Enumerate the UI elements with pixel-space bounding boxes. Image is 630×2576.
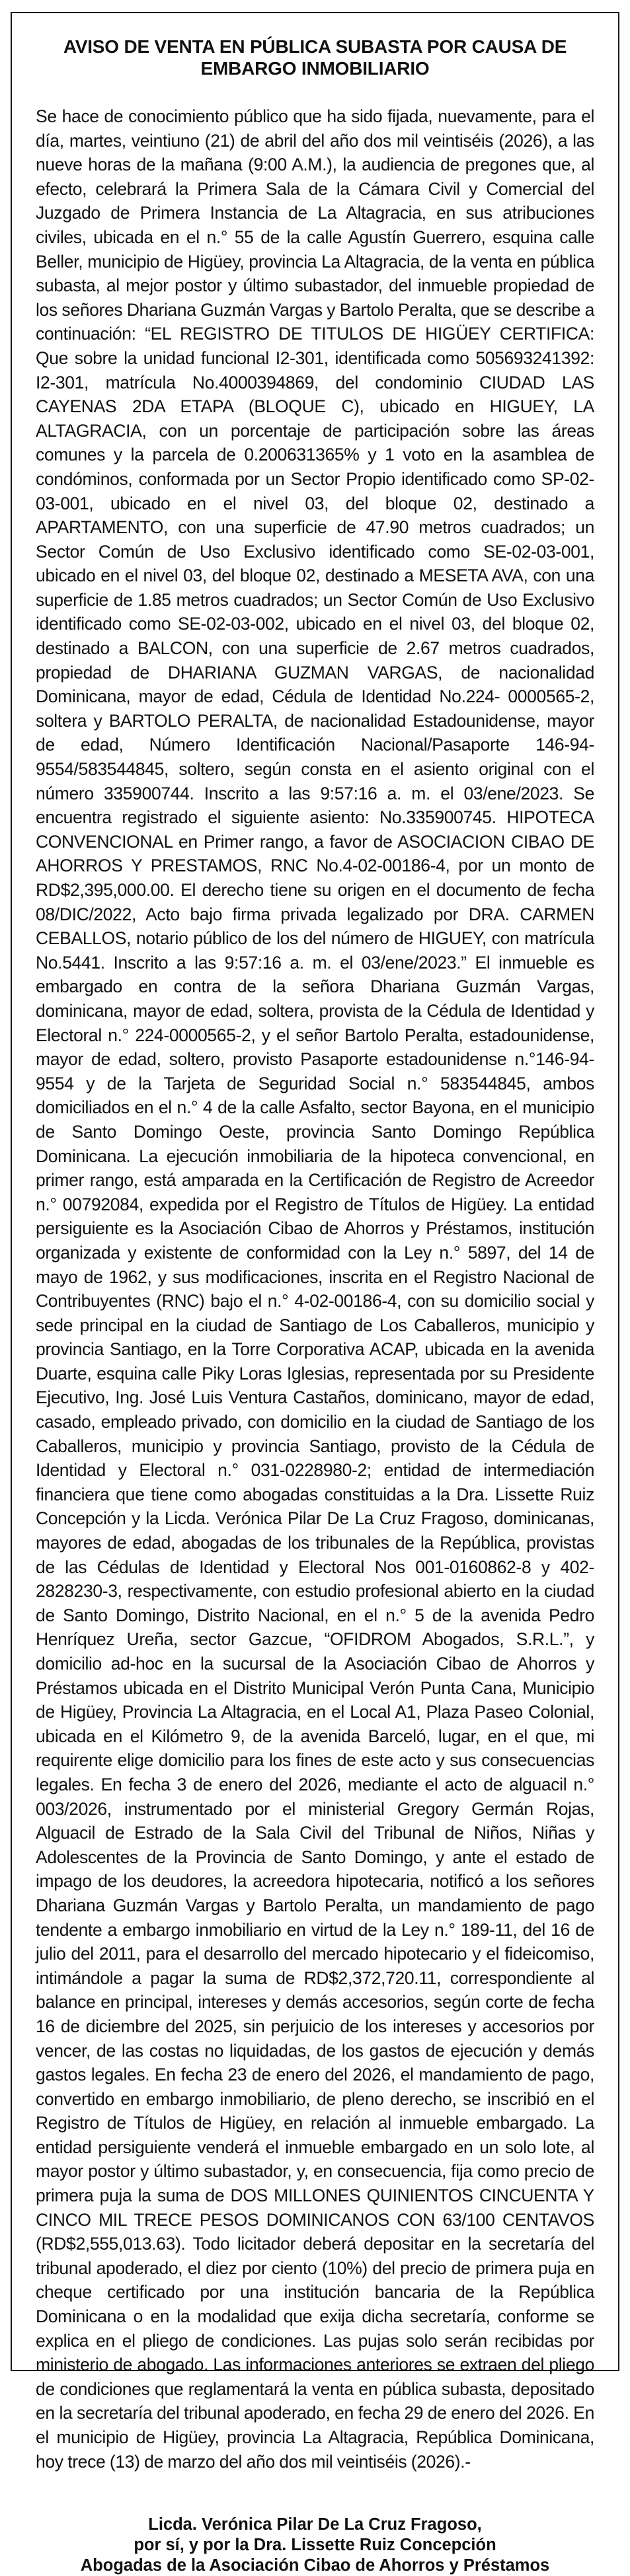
signature-line-1: Licda. Verónica Pilar De La Cruz Fragoso,	[148, 2515, 482, 2534]
legal-notice	[11, 12, 619, 2575]
signature-block	[36, 2515, 594, 2576]
notice-body: Se hace de conocimiento público que ha sido fijada, nuevamente, para el día, martes, veintiuno (21) de abril del año dos mil veintiséis (2026), a las nueve horas de la mañana (9:00 A.M.), la audiencia de pregones que, al efecto, celebrará la Primera Sala de la Cámara Civil y Comercial del Juzgado de Primera Instancia de La Altagracia, en sus atribuciones civiles, ubicada en el n.° 55 de la calle Agustín Guerrero, esquina calle Beller, municipio de Higüey, provincia La Altagracia, de la venta en pública subasta, al mejor postor y último subastador, del inmueble propiedad de los señores Dhariana Guzmán Vargas y Bartolo Peralta, que se describe a continuación: “EL REGISTRO DE TITULOS DE HIGÜEY CERTIFICA: Que sobre la unidad funcional I2-301, identificada como 505693241392: I2-301, matrícula No.4000394869, del condominio CIUDAD LAS CAYENAS 2DA ETAPA (BLOQUE C), ubicado en HIGUEY, LA ALTAGRACIA, con un porcentaje de participación sobre las áreas comunes y la parcela de 0.200631365% y 1 voto en la asamblea de condóminos, conformada por un Sector Propio identificado como SP-02-03-001, ubicado en el nivel 03, del bloque 02, destinado a APARTAMENTO, con una superficie de 47.90 metros cuadrados; un Sector Común de Uso Exclusivo identificado como SE-02-03-001, ubicado en el nivel 03, del bloque 02, destinado a MESETA AVA, con una superficie de 1.85 metros cuadrados; un Sector Común de Uso Exclusivo identificado como SE-02-03-002, ubicado en el nivel 03, del bloque 02, destinado a BALCON, con una superficie de 2.67 metros cuadrados, propiedad de DHARIANA GUZMAN VARGAS, de nacionalidad Dominicana, mayor de edad, Cédula de Identidad No.224- 0000565-2, soltera y BARTOLO PERALTA, de nacionalidad Estadounidense, mayor de edad, Número Identificación Nacional/Pasaporte 146-94-9554/583544845, soltero, según consta en el asiento original con el número 335900744. Inscrito a las 9:57:16 a. m. el 03/ene/2023. Se encuentra registrado el siguiente asiento: No.335900745. HIPOTECA CONVENCIONAL en Primer rango, a favor de ASOCIACION CIBAO DE AHORROS Y PRESTAMOS, RNC No.4-02-00186-4, por un monto de RD$2,395,000.00. El derecho tiene su origen en el documento de fecha 08/DIC/2022, Acto bajo firma privada legalizado por DRA. CARMEN CEBALLOS, notario público de los del número de HIGUEY, con matrícula No.5441. Inscrito a las 9:57:16 a. m. el 03/ene/2023.” El inmueble es embargado en contra de la señora Dhariana Guzmán Vargas, dominicana, mayor de edad, soltera, provista de la Cédula de Identidad y Electoral n.° 224-0000565-2, y el señor Bartolo Peralta, estadounidense, mayor de edad, soltero, provisto Pasaporte estadounidense n.°146-94-9554 y de la Tarjeta de Seguridad Social n.° 583544845, ambos domiciliados en el n.° 4 de la calle Asfalto, sector Bayona, en el municipio de Santo Domingo Oeste, provincia Santo Domingo República Dominicana. La ejecución inmobiliaria de la hipoteca convencional, en primer rango, está amparada en la Certificación de Registro de Acreedor n.° 00792084, expedida por el Registro de Títulos de Higüey. La entidad persiguiente es la Asociación Cibao de Ahorros y Préstamos, institución organizada y existente de conformidad con la Ley n.° 5897, del 14 de mayo de 1962, y sus modificaciones, inscrita en el Registro Nacional de Contribuyentes (RNC) bajo el n.° 4-02-00186-4, con su domicilio social y sede principal en la ciudad de Santiago de Los Caballeros, municipio y provincia Santiago, en la Torre Corporativa ACAP, ubicada en la avenida Duarte, esquina calle Piky Loras Iglesias, representada por su Presidente Ejecutivo, Ing. José Luis Ventura Castaños, dominicano, mayor de edad, casado, empleado privado, con domicilio en la ciudad de Santiago de los Caballeros, municipio y provincia Santiago, provisto de la Cédula de Identidad y Electoral n.° 031-0228980-2; entidad de intermediación financiera que tiene como abogadas constituidas a la Dra. Lissette Ruiz Concepción y la Licda. Verónica Pilar De La Cruz Fragoso, dominicanas, mayores de edad, abogadas de los tribunales de la República, provistas de las Cédulas de Identidad y Electoral Nos 001-0160862-8 y 402-2828230-3, respectivamente, con estudio profesional abierto en la ciudad de Santo Domingo, Distrito Nacional, en el n.° 5 de la avenida Pedro Henríquez Ureña, sector Gazcue, “OFIDROM Abogados, S.R.L.”, y domicilio ad-hoc en la sucursal de la Asociación Cibao de Ahorros y Préstamos ubicada en el Distrito Municipal Verón Punta Cana, Municipio de Higüey, Provincia La Altagracia, en el Local A1, Plaza Paseo Colonial, ubicada en el Kilómetro 9, de la avenida Barceló, lugar, en el que, mi requirente elige domicilio para los fines de este acto y sus consecuencias legales. En fecha 3 de enero del 2026, mediante el acto de alguacil n.° 003/2026, instrumentado por el ministerial Gregory Germán Rojas, Alguacil de Estrado de la Sala Civil del Tribunal de Niños, Niñas y Adolescentes de la Provincia de Santo Domingo, y ante el estado de impago de los deudores, la acreedora hipotecaria, notificó a los señores Dhariana Guzmán Vargas y Bartolo Peralta, un mandamiento de pago tendente a embargo inmobiliario en virtud de la Ley n.° 189-11, del 16 de julio del 2011, para el desarrollo del mercado hipotecario y el fideicomiso, intimándole a pagar la suma de RD$2,372,720.11, correspondiente al balance en principal, intereses y demás accesorios, según corte de fecha 16 de diciembre del 2025, sin perjuicio de los intereses y accesorios por vencer, de las costas no liquidadas, de los gastos de ejecución y demás gastos legales. En fecha 23 de enero del 2026, el mandamiento de pago, convertido en embargo inmobiliario, de pleno derecho, se inscribió en el Registro de Títulos de Higüey, en relación al inmueble embargado. La entidad persiguiente venderá el inmueble embargado en un solo lote, al mayor postor y último subastador, y, en consecuencia, fija como precio de primera puja la suma de DOS MILLONES QUINIENTOS CINCUENTA Y CINCO MIL TRECE PESOS DOMINICANOS CON 63/100 CENTAVOS (RD$2,555,013.63). Todo licitador deberá depositar en la secretaría del tribunal apoderado, el diez por ciento (10%) del precio de primera puja en cheque certificado por una institución bancaria de la República Dominicana o en la modalidad que exija dicha secretaría, conforme se explica en el pliego de condiciones. Las pujas solo serán recibidas por ministerio de abogado. Las informaciones anteriores se extraen del pliego de condiciones que reglamentará la venta en pública subasta, depositado en la secretaría del tribunal apoderado, en fecha 29 de enero del 2026. En el municipio de Higüey, provincia La Altagracia, República Dominicana, hoy trece (13) de marzo del año dos mil veintiséis (2026).-	[36, 106, 594, 2472]
notice-title: AVISO DE VENTA EN PÚBLICA SUBASTA POR CAUSA DE EMBARGO INMOBILIARIO	[63, 36, 567, 79]
signature-line-2: por sí, y por la Dra. Lissette Ruiz Concepción	[134, 2536, 496, 2555]
signature-line-3: Abogadas de la Asociación Cibao de Ahorros y Préstamos	[80, 2556, 550, 2575]
